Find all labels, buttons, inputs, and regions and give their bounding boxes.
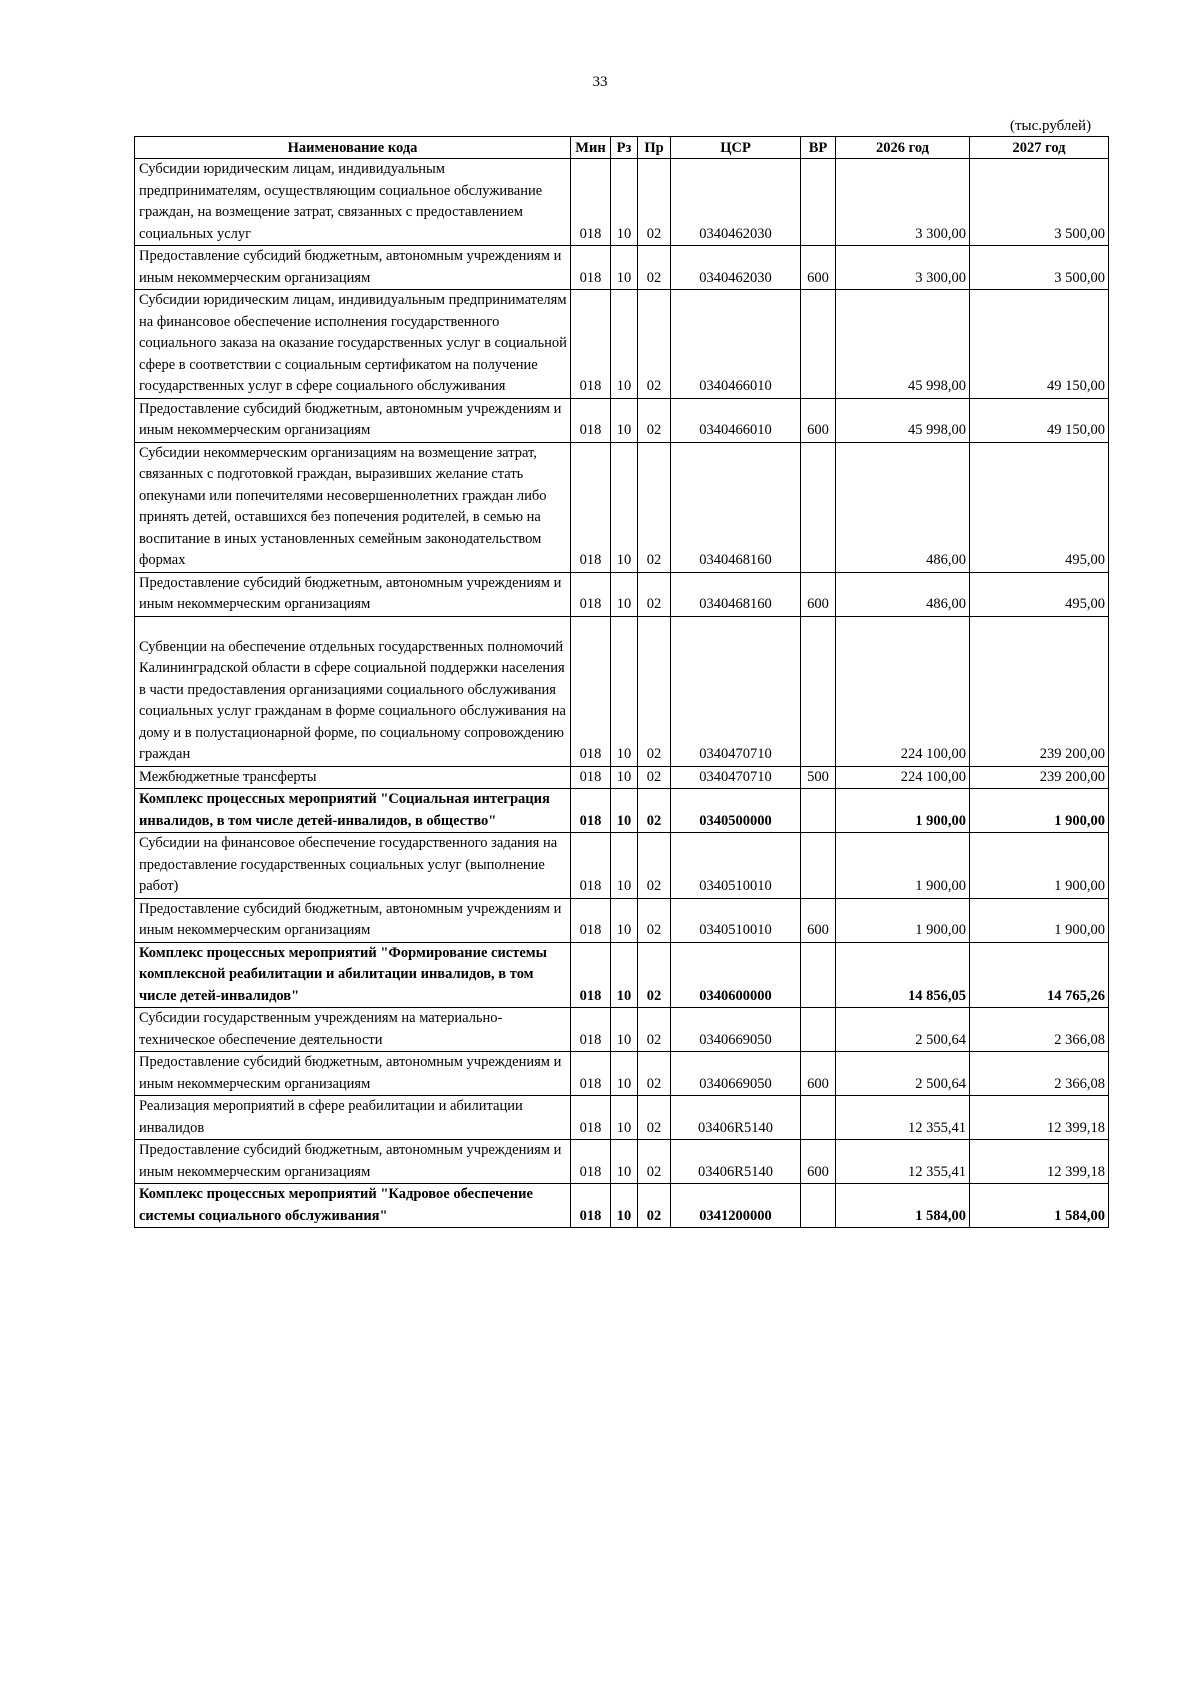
table-row — [135, 942, 1109, 1008]
cell-name: Межбюджетные трансферты — [135, 766, 571, 789]
table-row — [135, 1052, 1109, 1096]
header-vr: ВР — [801, 137, 836, 159]
cell-csr: 0340466010 — [671, 398, 801, 442]
cell-vr — [801, 442, 836, 572]
table-row — [135, 833, 1109, 899]
cell-rz: 10 — [611, 616, 638, 766]
cell-rz: 10 — [611, 398, 638, 442]
cell-rz: 10 — [611, 246, 638, 290]
cell-pr: 02 — [638, 246, 671, 290]
cell-min: 018 — [571, 246, 611, 290]
table-row — [135, 290, 1109, 399]
cell-vr — [801, 159, 836, 246]
cell-vr — [801, 1184, 836, 1228]
cell-pr: 02 — [638, 616, 671, 766]
cell-name: Предоставление субсидий бюджетным, автономным учреждениям и иным некоммерческим организациям — [135, 898, 571, 942]
cell-vr: 600 — [801, 246, 836, 290]
cell-name: Комплекс процессных мероприятий "Формирование системы комплексной реабилитации и абилитации инвалидов, в том числе детей-инвалидов" — [135, 942, 571, 1008]
cell-y2026: 224 100,00 — [836, 616, 970, 766]
table-row — [135, 572, 1109, 616]
cell-vr — [801, 290, 836, 399]
cell-y2026: 1 584,00 — [836, 1184, 970, 1228]
cell-name: Предоставление субсидий бюджетным, автономным учреждениям и иным некоммерческим организациям — [135, 1052, 571, 1096]
cell-csr: 0340470710 — [671, 616, 801, 766]
cell-csr: 0340510010 — [671, 833, 801, 899]
cell-y2027: 12 399,18 — [970, 1096, 1109, 1140]
table-row — [135, 898, 1109, 942]
cell-min: 018 — [571, 616, 611, 766]
cell-pr: 02 — [638, 1140, 671, 1184]
cell-vr: 600 — [801, 398, 836, 442]
cell-name: Комплекс процессных мероприятий "Кадровое обеспечение системы социального обслуживания" — [135, 1184, 571, 1228]
cell-min: 018 — [571, 789, 611, 833]
cell-min: 018 — [571, 442, 611, 572]
cell-y2027: 239 200,00 — [970, 766, 1109, 789]
cell-y2027: 14 765,26 — [970, 942, 1109, 1008]
cell-y2026: 3 300,00 — [836, 159, 970, 246]
cell-min: 018 — [571, 159, 611, 246]
cell-pr: 02 — [638, 290, 671, 399]
cell-csr: 0340510010 — [671, 898, 801, 942]
cell-pr: 02 — [638, 398, 671, 442]
cell-y2027: 3 500,00 — [970, 159, 1109, 246]
cell-y2027: 2 366,08 — [970, 1008, 1109, 1052]
cell-y2027: 49 150,00 — [970, 290, 1109, 399]
cell-pr: 02 — [638, 442, 671, 572]
cell-min: 018 — [571, 1184, 611, 1228]
cell-name: Предоставление субсидий бюджетным, автономным учреждениям и иным некоммерческим организациям — [135, 246, 571, 290]
cell-y2027: 495,00 — [970, 572, 1109, 616]
table-row — [135, 159, 1109, 246]
cell-vr: 500 — [801, 766, 836, 789]
cell-y2026: 1 900,00 — [836, 898, 970, 942]
cell-vr — [801, 1096, 836, 1140]
cell-csr: 0340462030 — [671, 159, 801, 246]
cell-name: Реализация мероприятий в сфере реабилитации и абилитации инвалидов — [135, 1096, 571, 1140]
header-pr: Пр — [638, 137, 671, 159]
cell-csr: 0340600000 — [671, 942, 801, 1008]
cell-min: 018 — [571, 1052, 611, 1096]
cell-csr: 0340468160 — [671, 572, 801, 616]
cell-y2027: 2 366,08 — [970, 1052, 1109, 1096]
cell-rz: 10 — [611, 833, 638, 899]
table-header-row — [135, 137, 1109, 159]
cell-rz: 10 — [611, 290, 638, 399]
cell-csr: 0340669050 — [671, 1008, 801, 1052]
cell-min: 018 — [571, 1140, 611, 1184]
cell-rz: 10 — [611, 159, 638, 246]
cell-vr — [801, 833, 836, 899]
cell-name: Комплекс процессных мероприятий "Социальная интеграция инвалидов, в том числе детей-инвалидов, в общество" — [135, 789, 571, 833]
cell-pr: 02 — [638, 833, 671, 899]
table-row — [135, 766, 1109, 789]
cell-vr: 600 — [801, 1140, 836, 1184]
budget-table — [134, 136, 1109, 1228]
cell-name: Субсидии некоммерческим организациям на возмещение затрат, связанных с подготовкой граждан, выразивших желание стать опекунами или попечителями несовершеннолетних граждан либо принять детей, оставшихся без попечения родителей, в семью на воспитание в иных установленных семейным законодательством формах — [135, 442, 571, 572]
header-2026: 2026 год — [836, 137, 970, 159]
cell-pr: 02 — [638, 898, 671, 942]
cell-rz: 10 — [611, 1008, 638, 1052]
cell-min: 018 — [571, 833, 611, 899]
table-row — [135, 1184, 1109, 1228]
page-number: 33 — [592, 74, 608, 90]
cell-rz: 10 — [611, 789, 638, 833]
cell-name: Субсидии государственным учреждениям на материально-техническое обеспечение деятельности — [135, 1008, 571, 1052]
cell-pr: 02 — [638, 942, 671, 1008]
cell-vr: 600 — [801, 1052, 836, 1096]
table-row — [135, 442, 1109, 572]
cell-name: Предоставление субсидий бюджетным, автономным учреждениям и иным некоммерческим организациям — [135, 1140, 571, 1184]
cell-name: Субсидии юридическим лицам, индивидуальным предпринимателям на финансовое обеспечение исполнения государственного социального заказа на оказание государственных услуг в социальной сфере в соответствии с социальным сертификатом на получение государственных услуг в сфере социального обслуживания — [135, 290, 571, 399]
cell-name: Субсидии на финансовое обеспечение государственного задания на предоставление государственных социальных услуг (выполнение работ) — [135, 833, 571, 899]
cell-rz: 10 — [611, 1096, 638, 1140]
cell-csr: 0340470710 — [671, 766, 801, 789]
cell-y2026: 486,00 — [836, 572, 970, 616]
cell-vr: 600 — [801, 898, 836, 942]
cell-vr — [801, 942, 836, 1008]
header-name: Наименование кода — [135, 137, 571, 159]
cell-pr: 02 — [638, 1052, 671, 1096]
cell-y2026: 14 856,05 — [836, 942, 970, 1008]
cell-y2026: 12 355,41 — [836, 1096, 970, 1140]
cell-vr: 600 — [801, 572, 836, 616]
cell-y2027: 49 150,00 — [970, 398, 1109, 442]
cell-y2027: 1 900,00 — [970, 789, 1109, 833]
cell-rz: 10 — [611, 1052, 638, 1096]
cell-y2026: 486,00 — [836, 442, 970, 572]
table-row — [135, 1140, 1109, 1184]
header-min: Мин — [571, 137, 611, 159]
cell-y2026: 1 900,00 — [836, 833, 970, 899]
cell-csr: 0340462030 — [671, 246, 801, 290]
cell-y2026: 2 500,64 — [836, 1052, 970, 1096]
cell-rz: 10 — [611, 898, 638, 942]
cell-rz: 10 — [611, 442, 638, 572]
cell-name: Предоставление субсидий бюджетным, автономным учреждениям и иным некоммерческим организациям — [135, 398, 571, 442]
table-body — [135, 159, 1109, 1228]
cell-y2027: 1 584,00 — [970, 1184, 1109, 1228]
cell-y2027: 1 900,00 — [970, 833, 1109, 899]
cell-vr — [801, 1008, 836, 1052]
cell-min: 018 — [571, 898, 611, 942]
cell-vr — [801, 789, 836, 833]
table-row — [135, 1008, 1109, 1052]
cell-csr: 0340466010 — [671, 290, 801, 399]
cell-y2026: 3 300,00 — [836, 246, 970, 290]
header-csr: ЦСР — [671, 137, 801, 159]
cell-y2027: 495,00 — [970, 442, 1109, 572]
cell-y2026: 2 500,64 — [836, 1008, 970, 1052]
cell-csr: 0340468160 — [671, 442, 801, 572]
header-rz: Рз — [611, 137, 638, 159]
cell-y2026: 45 998,00 — [836, 398, 970, 442]
cell-pr: 02 — [638, 1008, 671, 1052]
cell-min: 018 — [571, 942, 611, 1008]
header-2027: 2027 год — [970, 137, 1109, 159]
cell-csr: 0340669050 — [671, 1052, 801, 1096]
cell-rz: 10 — [611, 1140, 638, 1184]
cell-min: 018 — [571, 1008, 611, 1052]
units-label: (тыс.рублей) — [1010, 118, 1092, 134]
cell-rz: 10 — [611, 572, 638, 616]
cell-min: 018 — [571, 398, 611, 442]
cell-name: Субсидии юридическим лицам, индивидуальным предпринимателям, осуществляющим социальное обслуживание граждан, на возмещение затрат, связанных с предоставлением социальных услуг — [135, 159, 571, 246]
table-row — [135, 789, 1109, 833]
cell-csr: 0341200000 — [671, 1184, 801, 1228]
cell-pr: 02 — [638, 1096, 671, 1140]
cell-y2026: 1 900,00 — [836, 789, 970, 833]
cell-pr: 02 — [638, 159, 671, 246]
cell-y2027: 239 200,00 — [970, 616, 1109, 766]
cell-pr: 02 — [638, 766, 671, 789]
cell-rz: 10 — [611, 942, 638, 1008]
cell-y2026: 12 355,41 — [836, 1140, 970, 1184]
cell-pr: 02 — [638, 789, 671, 833]
cell-name: Субвенции на обеспечение отдельных государственных полномочий Калининградской области в сфере социальной поддержки населения в части предоставления организациями социального обслуживания социальных услуг гражданам в форме социального обслуживания на дому и в полустационарной форме, по социальному сопровождению граждан — [135, 616, 571, 766]
cell-csr: 0340500000 — [671, 789, 801, 833]
cell-rz: 10 — [611, 766, 638, 789]
cell-pr: 02 — [638, 1184, 671, 1228]
table-row — [135, 1096, 1109, 1140]
cell-rz: 10 — [611, 1184, 638, 1228]
table-row — [135, 398, 1109, 442]
cell-min: 018 — [571, 290, 611, 399]
cell-min: 018 — [571, 766, 611, 789]
cell-y2027: 12 399,18 — [970, 1140, 1109, 1184]
cell-vr — [801, 616, 836, 766]
cell-y2026: 45 998,00 — [836, 290, 970, 399]
cell-name: Предоставление субсидий бюджетным, автономным учреждениям и иным некоммерческим организациям — [135, 572, 571, 616]
cell-min: 018 — [571, 1096, 611, 1140]
cell-y2026: 224 100,00 — [836, 766, 970, 789]
table-row — [135, 246, 1109, 290]
cell-csr: 03406R5140 — [671, 1096, 801, 1140]
cell-pr: 02 — [638, 572, 671, 616]
table-row — [135, 616, 1109, 766]
cell-csr: 03406R5140 — [671, 1140, 801, 1184]
cell-y2027: 1 900,00 — [970, 898, 1109, 942]
cell-y2027: 3 500,00 — [970, 246, 1109, 290]
cell-min: 018 — [571, 572, 611, 616]
